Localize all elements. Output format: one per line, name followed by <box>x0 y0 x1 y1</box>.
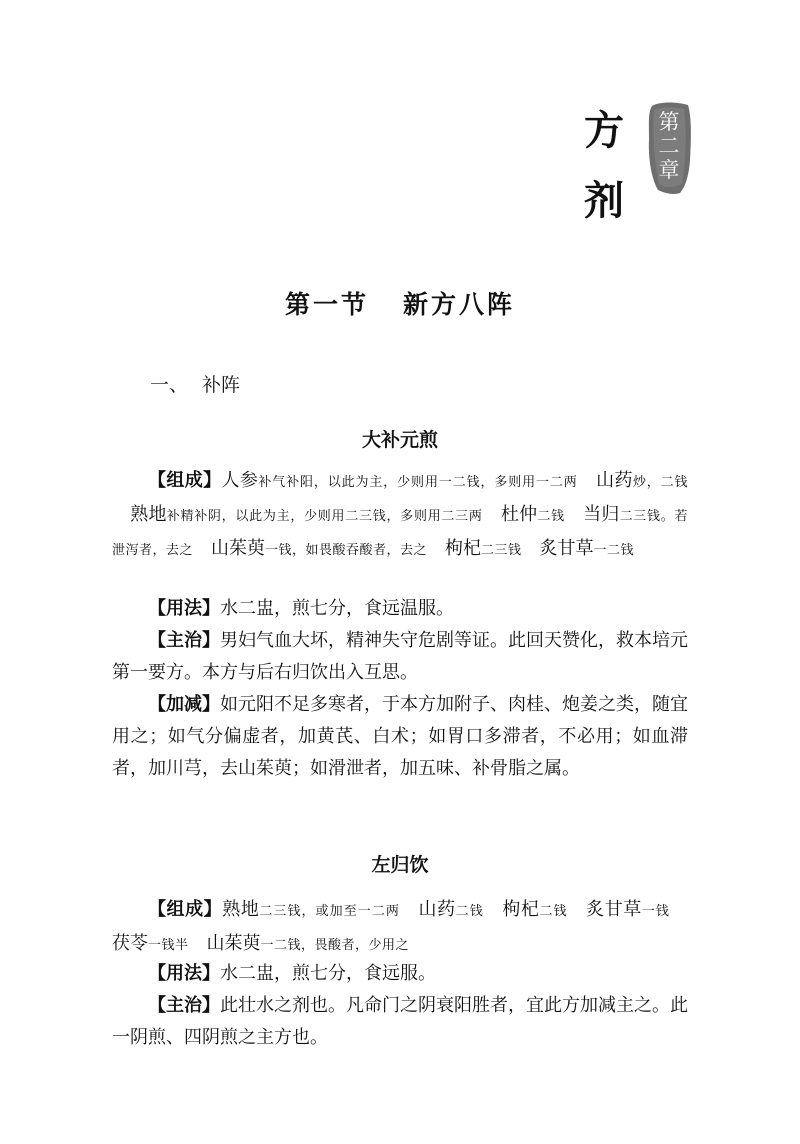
usage-text: 水二盅，煎七分，食远服。 <box>220 963 436 984</box>
chapter-badge-char: 第 <box>658 110 680 134</box>
herb: 山茱萸 <box>206 933 261 954</box>
herb: 山茱萸 <box>211 538 266 559</box>
indication-text: 男妇气血大坏，精神失守危剧等证。此回天赞化，救本培元第一要方。本方与后右归饮出入互思。 <box>112 630 688 683</box>
herb-note: 二三钱，或加至一二两 <box>259 904 400 919</box>
herb: 茯苓 <box>112 933 148 954</box>
indication-label: 【主治】 <box>148 995 220 1016</box>
indication-paragraph <box>112 990 688 1054</box>
usage-paragraph <box>112 593 688 625</box>
herb-note: 二三钱。若泄泻者，去之 <box>112 509 689 558</box>
usage-label: 【用法】 <box>148 598 220 619</box>
herb: 人参 <box>221 470 259 491</box>
indication-text: 此壮水之剂也。凡命门之阴衰阳胜者，宜此方加减主之。此一阴煎、四阴煎之主方也。 <box>112 995 688 1048</box>
chapter-title-char: 剂 <box>584 177 624 224</box>
herb: 当归 <box>582 504 620 525</box>
indication-paragraph <box>112 625 688 689</box>
indication-label: 【主治】 <box>148 630 220 651</box>
modification-label: 【加减】 <box>148 694 220 715</box>
herb-note: 二钱 <box>537 509 565 524</box>
section-name: 新方八阵 <box>403 290 516 319</box>
formula-title: 左归饮 <box>371 854 429 876</box>
herb: 熟地 <box>130 504 167 525</box>
herb-note: 一钱 <box>641 904 670 919</box>
chapter-badge <box>644 100 694 196</box>
modification-text: 如元阳不足多寒者，于本方加附子、肉桂、炮姜之类，随宜用之；如气分偏虚者，加黄芪、白术；如胃口多滞者，不必用；如血滞者，加川芎，去山茱萸；如滑泄者，加五味、补骨脂之属。 <box>112 694 688 779</box>
section-title <box>0 285 800 321</box>
composition-paragraph <box>112 894 688 962</box>
herb: 熟地 <box>222 899 260 920</box>
herb: 山药 <box>417 899 456 920</box>
herb-note: 炒，二钱 <box>632 475 688 490</box>
herb-note: 二三钱 <box>481 543 522 558</box>
section-number: 第一节 <box>284 290 369 319</box>
usage-text: 水二盅，煎七分，食远温服。 <box>220 598 454 619</box>
usage-paragraph <box>112 958 688 990</box>
composition-label: 【组成】 <box>148 899 223 920</box>
subheading-number: 一、 <box>150 374 189 396</box>
herb: 枸杞 <box>445 538 482 559</box>
modification-paragraph <box>112 689 688 785</box>
subheading-text: 补阵 <box>202 374 241 396</box>
chapter-badge-char: 章 <box>658 158 680 182</box>
formula-title: 大补元煎 <box>361 429 438 451</box>
herb-note: 二钱 <box>455 904 484 919</box>
subheading <box>150 370 240 397</box>
herb: 山药 <box>595 470 633 491</box>
herb-note: 一二钱 <box>593 543 635 558</box>
herb: 枸杞 <box>501 899 540 920</box>
usage-label: 【用法】 <box>148 963 220 984</box>
herb-note: 一钱，如畏酸吞酸者，去之 <box>265 543 428 558</box>
composition-paragraph <box>112 465 688 567</box>
chapter-title <box>574 96 634 236</box>
herb: 炙甘草 <box>585 899 642 920</box>
composition-label: 【组成】 <box>148 470 222 491</box>
chapter-badge-char: 二 <box>658 134 680 158</box>
herb-note: 补精补阴，以此为主，少则用二三钱，多则用二三两 <box>166 509 483 524</box>
herb: 杜仲 <box>500 504 538 525</box>
chapter-title-char: 方 <box>584 107 624 154</box>
herb-note: 二钱 <box>539 904 568 919</box>
herb: 炙甘草 <box>539 538 594 559</box>
herb-note: 补气补阳，以此为主，少则用一二钱，多则用一二两 <box>258 475 578 490</box>
herb-note: 一钱半 <box>148 938 189 953</box>
herb-note: 一二钱，畏酸者，少用之 <box>260 938 410 953</box>
